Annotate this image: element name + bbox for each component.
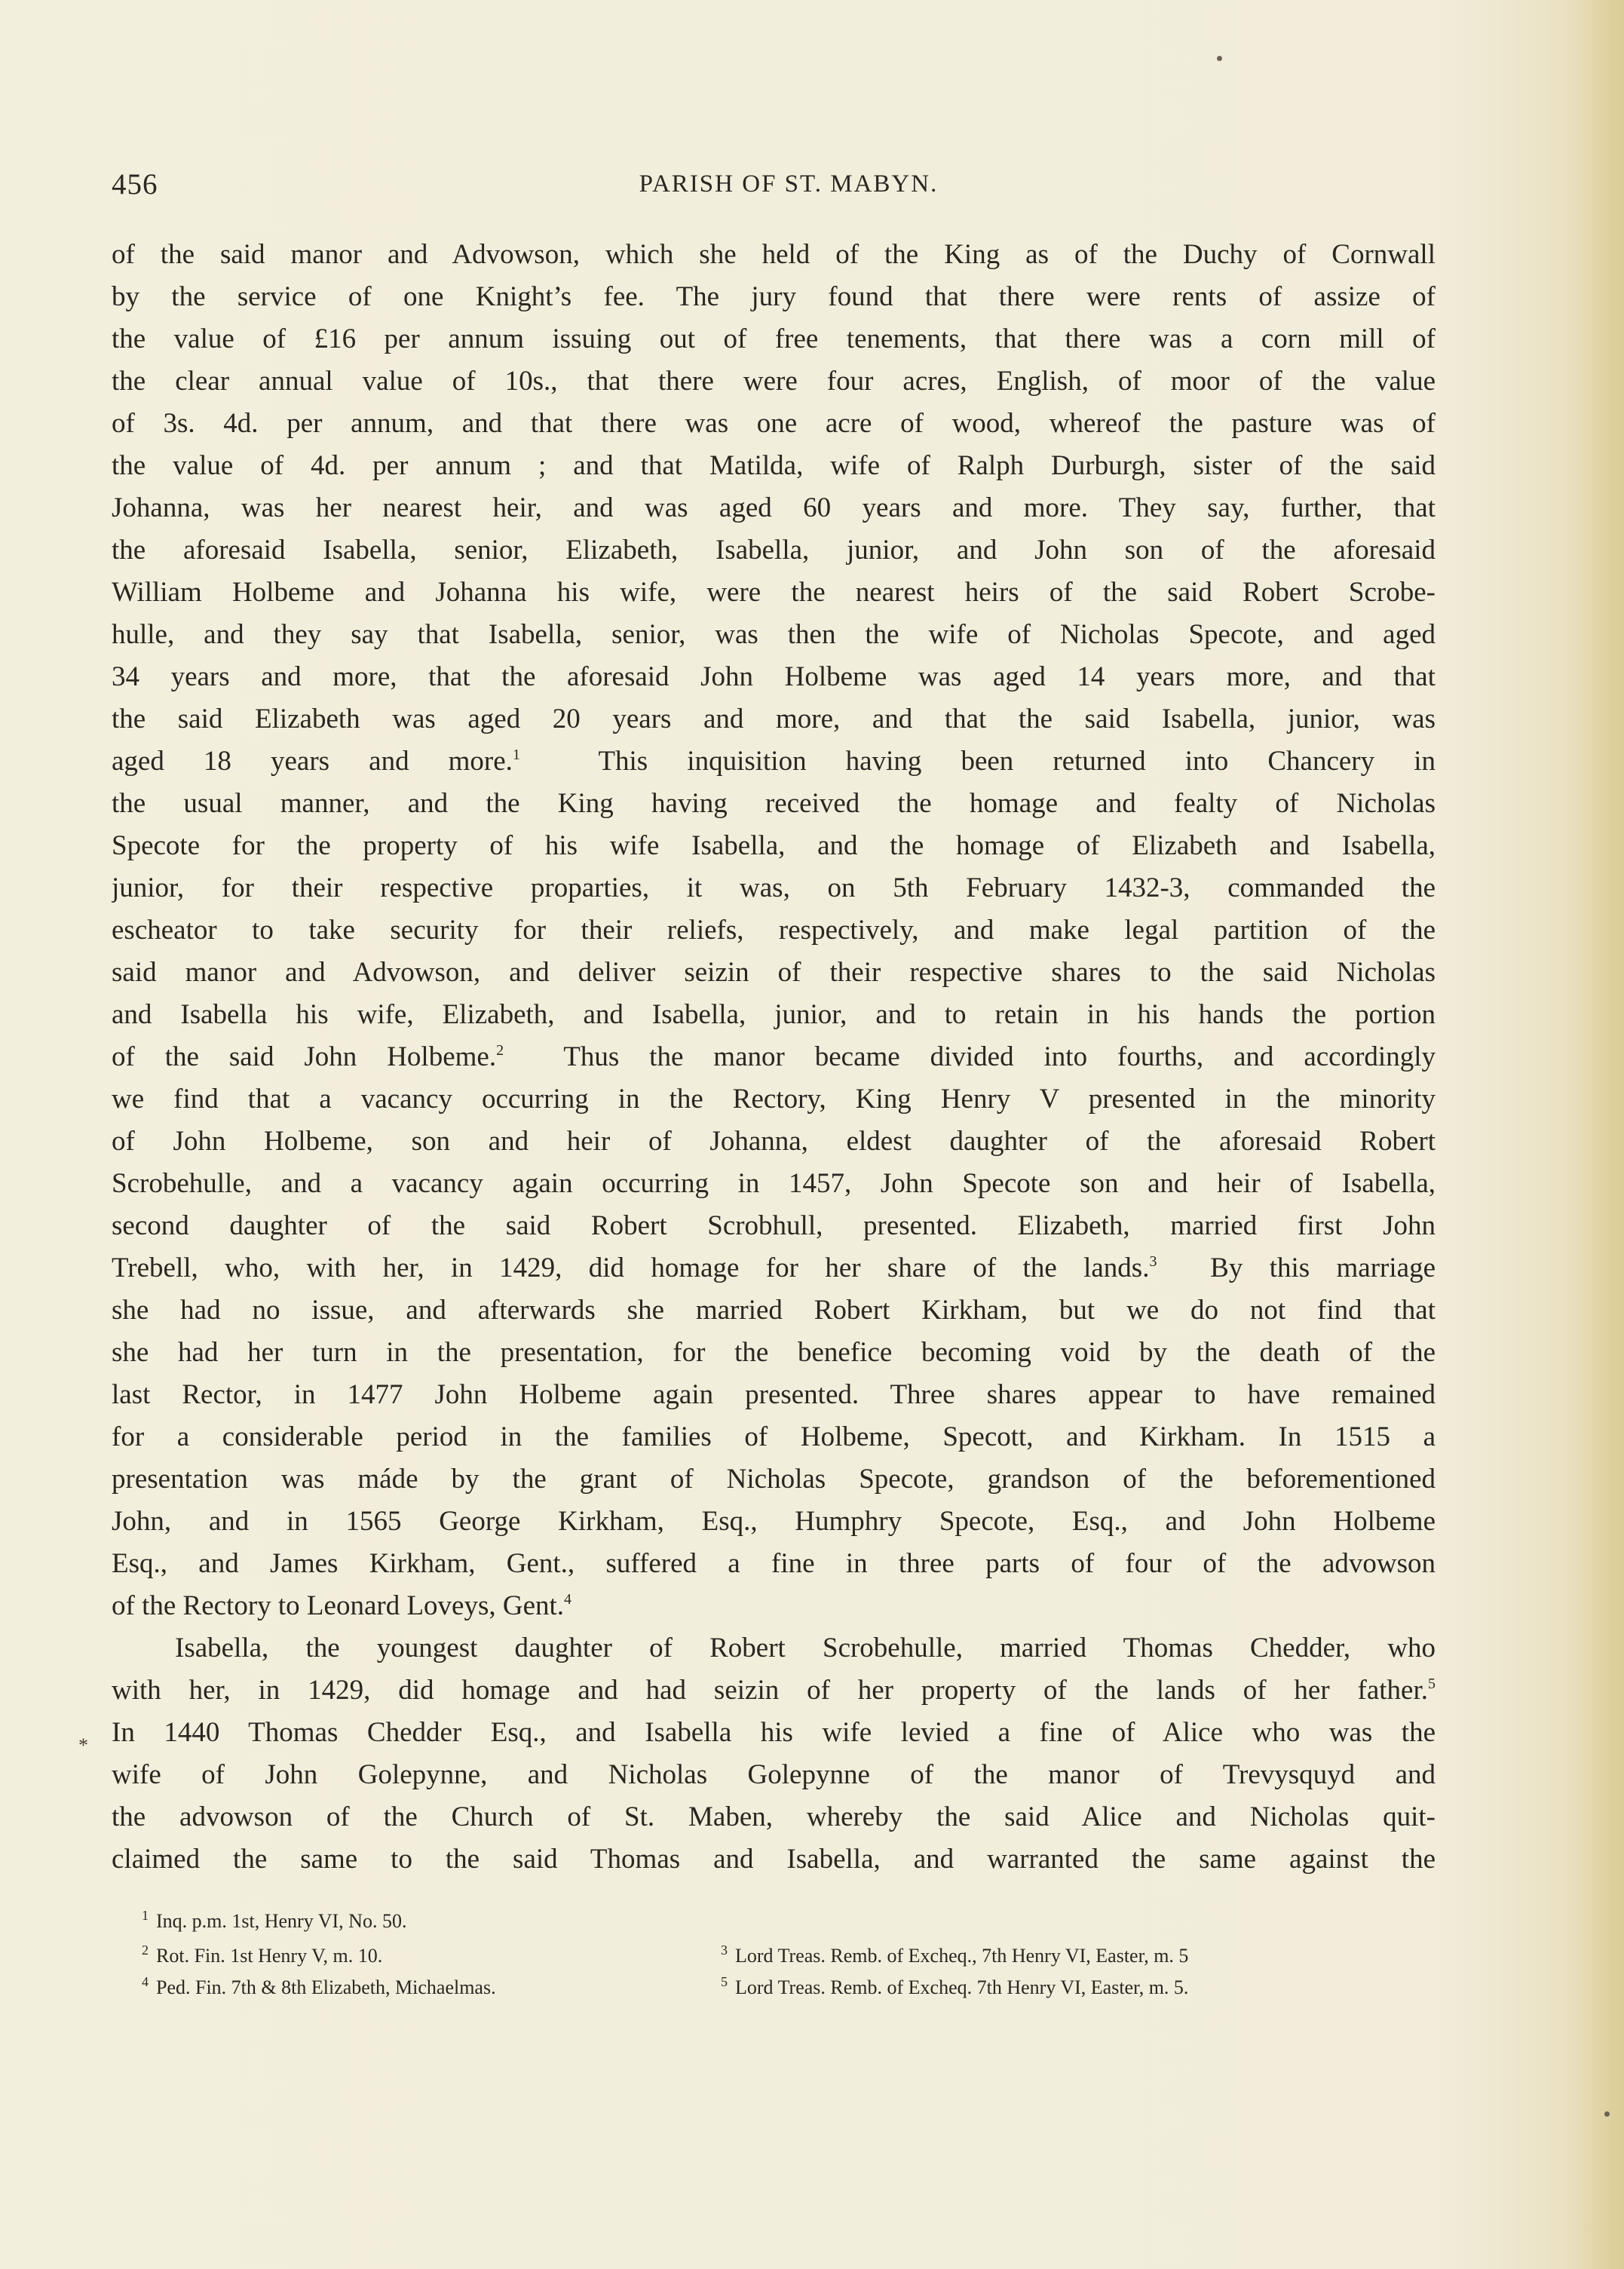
text-line	[112, 1078, 1436, 1121]
line-text: with her, in 1429, did homage and had seizin of her property of the lands of her father.	[112, 1675, 1428, 1706]
running-title: PARISH OF ST. MABYN.	[639, 170, 939, 198]
text-line	[112, 1627, 1436, 1670]
footnote-marker: 3	[721, 1942, 728, 1958]
text-line	[112, 867, 1436, 909]
line-text-continued: This inquisition having been returned into Chancery in	[519, 746, 1436, 777]
line-text: of 3s. 4d. per annum, and that there was one acre of wood, whereof the pasture was of	[112, 408, 1436, 439]
footnote-text: Rot. Fin. 1st Henry V, m. 10.	[156, 1945, 383, 1967]
line-text: of the said John Holbeme.	[112, 1041, 497, 1072]
line-text: for a considerable period in the families of Holbeme, Specott, and Kirkham. In 1515 a	[112, 1421, 1436, 1452]
text-line	[112, 698, 1436, 740]
text-line	[112, 1374, 1436, 1416]
text-line	[112, 909, 1436, 952]
line-text: escheator to take security for their reliefs, respectively, and make legal partition of the	[112, 915, 1436, 946]
body-text	[112, 234, 1436, 1881]
footnote-5	[721, 1967, 1188, 1997]
line-text: and Isabella his wife, Elizabeth, and Isabella, junior, and to retain in his hands the portion	[112, 999, 1436, 1030]
line-text: second daughter of the said Robert Scrobhull, presented. Elizabeth, married first John	[112, 1210, 1436, 1241]
text-line	[112, 1121, 1436, 1163]
text-line	[112, 1205, 1436, 1247]
text-line	[112, 656, 1436, 698]
text-line	[112, 487, 1436, 529]
text-line	[112, 234, 1436, 276]
text-line	[112, 1796, 1436, 1838]
footnote-marker: 4	[142, 1974, 149, 1989]
text-line	[112, 825, 1436, 867]
text-line	[112, 1289, 1436, 1332]
line-text: the value of £16 per annum issuing out of free tenements, that there was a corn mill of	[112, 323, 1436, 354]
text-line	[112, 529, 1436, 572]
line-text: the advowson of the Church of St. Maben, whereby the said Alice and Nicholas quit-	[112, 1801, 1436, 1832]
text-line	[112, 740, 1436, 783]
paper-speck	[1217, 56, 1222, 61]
footnote-4	[112, 1967, 496, 1997]
text-line	[112, 403, 1436, 445]
text-line	[112, 614, 1436, 656]
line-text: of the Rectory to Leonard Loveys, Gent.	[112, 1590, 565, 1621]
line-text: of the said manor and Advowson, which she held of the King as of the Duchy of Cornwall	[112, 239, 1436, 270]
line-text: Scrobehulle, and a vacancy again occurring in 1457, John Specote son and heir of Isabella,	[112, 1168, 1436, 1199]
footnote-3	[721, 1935, 1188, 1965]
footnote-reference: 3	[1149, 1253, 1157, 1270]
footnote-2	[112, 1935, 382, 1965]
line-text: the value of 4d. per annum ; and that Matilda, wife of Ralph Durburgh, sister of the said	[112, 450, 1436, 481]
line-text: we find that a vacancy occurring in the Rectory, King Henry V presented in the minority	[112, 1084, 1436, 1115]
line-text: she had her turn in the presentation, for the benefice becoming void by the death of the	[112, 1337, 1436, 1368]
line-text: hulle, and they say that Isabella, senior, was then the wife of Nicholas Specote, and aged	[112, 619, 1436, 650]
line-text: wife of John Golepynne, and Nicholas Golepynne of the manor of Trevysquyd and	[112, 1759, 1436, 1790]
footnote-marker: 2	[142, 1942, 149, 1958]
line-text: aged 18 years and more.	[112, 746, 513, 777]
text-line	[112, 1416, 1436, 1458]
text-line	[112, 1543, 1436, 1585]
line-text: presentation was máde by the grant of Nicholas Specote, grandson of the beforementioned	[112, 1464, 1436, 1495]
text-line	[112, 952, 1436, 994]
line-text: Johanna, was her nearest heir, and was aged 60 years and more. They say, further, that	[112, 492, 1436, 523]
line-text: last Rector, in 1477 John Holbeme again presented. Three shares appear to have remained	[112, 1379, 1436, 1410]
text-line	[112, 1247, 1436, 1289]
text-line	[112, 1712, 1436, 1754]
line-text: William Holbeme and Johanna his wife, were the nearest heirs of the said Robert Scrobe-	[112, 577, 1436, 608]
text-line	[112, 1838, 1436, 1881]
footnote-reference: 1	[512, 747, 520, 763]
line-text-continued: Thus the manor became divided into fourths, and accordingly	[504, 1041, 1436, 1072]
line-text: 34 years and more, that the aforesaid John Holbeme was aged 14 years more, and that	[112, 661, 1436, 692]
text-line	[112, 1332, 1436, 1374]
line-text: the aforesaid Isabella, senior, Elizabeth, Isabella, junior, and John son of the aforesaid	[112, 535, 1436, 566]
footnote-marker: 5	[721, 1974, 728, 1989]
line-text: said manor and Advowson, and deliver seizin of their respective shares to the said Nicholas	[112, 957, 1436, 988]
footnote-reference: 5	[1428, 1676, 1436, 1692]
page-edge-shading	[1571, 0, 1624, 2269]
paper-speck	[1604, 2111, 1610, 2117]
footnote-reference: 4	[564, 1591, 572, 1608]
text-line	[112, 1670, 1436, 1712]
text-line	[112, 783, 1436, 825]
footnote-1	[112, 1900, 406, 1930]
text-line	[112, 572, 1436, 614]
text-line	[112, 1036, 1436, 1078]
line-text: the usual manner, and the King having received the homage and fealty of Nicholas	[112, 788, 1436, 819]
footnote-reference: 2	[496, 1042, 504, 1059]
text-line	[112, 360, 1436, 403]
line-text: she had no issue, and afterwards she married Robert Kirkham, but we do not find that	[112, 1295, 1436, 1326]
footnote-text: Ped. Fin. 7th & 8th Elizabeth, Michaelmas.	[156, 1976, 496, 1998]
text-line	[112, 1163, 1436, 1205]
line-text: junior, for their respective proparties, it was, on 5th February 1432-3, commanded the	[112, 872, 1436, 903]
page-number: 456	[112, 168, 158, 201]
line-text: Trebell, who, with her, in 1429, did homage for her share of the lands.	[112, 1253, 1150, 1283]
line-text: claimed the same to the said Thomas and Isabella, and warranted the same against the	[112, 1844, 1436, 1875]
text-line	[112, 276, 1436, 318]
line-text: Specote for the property of his wife Isabella, and the homage of Elizabeth and Isabella,	[112, 830, 1436, 861]
text-line	[112, 1754, 1436, 1796]
page-header	[112, 167, 1436, 205]
text-line	[112, 445, 1436, 487]
line-text-continued: By this marriage	[1157, 1253, 1436, 1283]
margin-mark: *	[78, 1734, 88, 1756]
line-text: of John Holbeme, son and heir of Johanna, eldest daughter of the aforesaid Robert	[112, 1126, 1436, 1157]
line-text: by the service of one Knight’s fee. The jury found that there were rents of assize of	[112, 281, 1436, 312]
line-text: the said Elizabeth was aged 20 years and more, and that the said Isabella, junior, was	[112, 704, 1436, 734]
text-line	[112, 1585, 1436, 1627]
line-text: Esq., and James Kirkham, Gent., suffered a fine in three parts of four of the advowson	[112, 1548, 1436, 1579]
footnote-text: Lord Treas. Remb. of Excheq., 7th Henry VI, Easter, m. 5	[735, 1945, 1189, 1967]
line-text: the clear annual value of 10s., that there were four acres, English, of moor of the value	[112, 366, 1436, 397]
footnote-marker: 1	[142, 1908, 149, 1923]
text-line	[112, 1458, 1436, 1501]
text-line	[112, 1501, 1436, 1543]
line-text: John, and in 1565 George Kirkham, Esq., Humphry Specote, Esq., and John Holbeme	[112, 1506, 1436, 1537]
text-line	[112, 994, 1436, 1036]
footnote-text: Inq. p.m. 1st, Henry VI, No. 50.	[156, 1910, 407, 1932]
text-line	[112, 318, 1436, 360]
line-text: Isabella, the youngest daughter of Robert Scrobehulle, married Thomas Chedder, who	[175, 1633, 1436, 1663]
footnote-text: Lord Treas. Remb. of Excheq. 7th Henry VI, Easter, m. 5.	[735, 1976, 1189, 1998]
line-text: In 1440 Thomas Chedder Esq., and Isabella his wife levied a fine of Alice who was the	[112, 1717, 1436, 1748]
